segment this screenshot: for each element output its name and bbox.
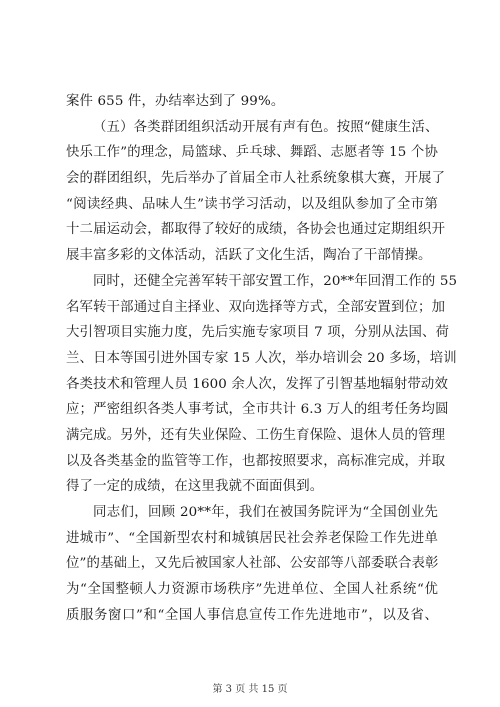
page-footer: 第 3 页 共 15 页 [212,684,288,695]
text-line: “阅读经典、品味人生”读书学习活动，以及组队参加了全市第 [66,196,438,212]
text-line: 十二届运动会，都取得了较好的成绩，各协会也通过定期组织开 [66,222,446,238]
text-line: 进城市”、“全国新型农村和城镇居民社会养老保险工作先进单 [66,530,438,546]
text-line: 应；严密组织各类人事考试，全市共计 6.3 万人的组考任务均圆 [66,402,449,418]
text-line: （五）各类群团组织活动开展有声有色。按照“健康生活、 [93,119,439,135]
text-line: 质服务窗口”和“全国人事信息宣传工作先进地市”，以及省、 [66,607,438,623]
text-line: 大引智项目实施力度，先后实施专家项目 7 项，分别从法国、荷 [66,325,450,341]
text-line: 名军转干部通过自主择业、双向选择等方式，全部安置到位；加 [66,299,446,315]
text-line: 快乐工作”的理念，局篮球、乒乓球、舞蹈、志愿者等 15 个协 [66,145,438,161]
text-line: 以及各类基金的监管等工作，也都按照要求，高标准完成，并取 [66,453,446,469]
text-line: 兰、日本等国引进外国专家 15 人次，举办培训会 20 多场，培训 [66,350,457,366]
text-line: 同志们，回顾 20**年，我们在被国务院评为“全国创业先 [93,505,438,520]
text-line: 位”的基础上，又先后被国家人社部、公安部等八部委联合表彰 [66,556,439,572]
text-line: 各类技术和管理人员 1600 余人次，发挥了引智基地辐射带动效 [66,376,449,392]
text-line: 案件 655 件，办结率达到了 99%。 [66,94,285,109]
text-line: 会的群团组织，先后举办了首届全市人社系统象棋大赛，开展了 [66,171,446,187]
text-line: 为“全国整顿人力资源市场秩序”先进单位、全国人社系统“优 [66,582,438,598]
text-line: 展丰富多彩的文体活动，活跃了文化生活，陶冶了干部情操。 [66,248,432,264]
text-line: 得了一定的成绩，在这里我就不面面俱到。 [66,479,324,495]
document-body [66,89,458,628]
text-line: 满完成。另外，还有失业保险、工伤生育保险、退休人员的管理 [66,427,446,443]
text-line: 同时，还健全完善军转干部安置工作，20**年回渭工作的 55 [93,273,458,289]
